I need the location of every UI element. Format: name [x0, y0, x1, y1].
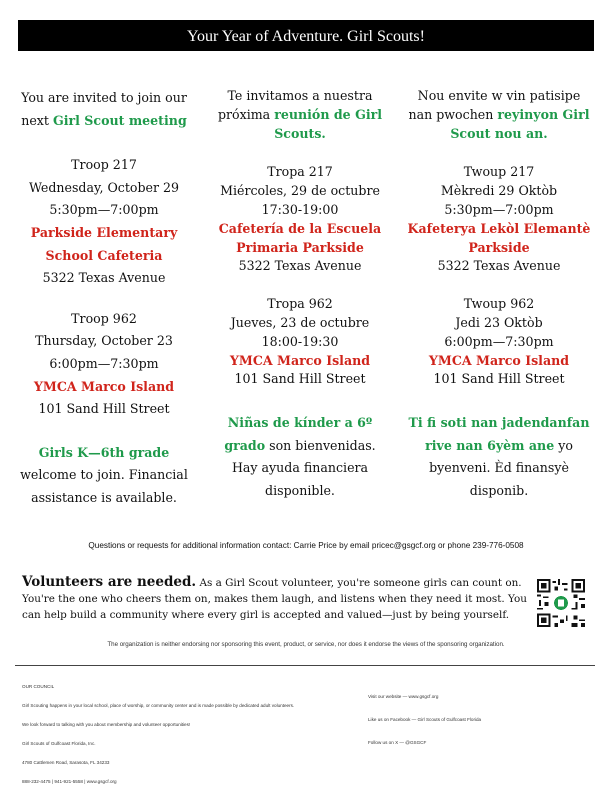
- volunteer-body: As a Girl Scout volunteer, you're someone girls can count on. You're the one who cheers them on, makes them laugh, and listens when they need it most. You can help build a community where every girl is accepted and valued—just by being yourself.: [22, 577, 527, 621]
- invite-text: Te invitamos a nuestra próxima reunión de Girl Scouts.: [217, 88, 383, 141]
- volunteer-heading: Volunteers are needed.: [22, 574, 197, 590]
- meeting-time: 5:30pm—7:00pm: [444, 201, 554, 217]
- disclaimer: The organization is neither endorsing nor sponsoring this event, product, or service, nor does it endorse the views of the sponsoring organization.: [107, 641, 505, 648]
- troop-name: Tropa 217: [267, 164, 333, 180]
- invite-text: You are invited to join our next Girl Scout meeting: [21, 90, 187, 128]
- meeting-date: Jueves, 23 de octubre: [230, 314, 370, 330]
- meeting-date: Thursday, October 23: [35, 333, 173, 349]
- meeting-date: Wednesday, October 29: [28, 179, 180, 195]
- meeting-address: 101 Sand Hill Street: [38, 401, 170, 417]
- footer-line: Girl Scouting happens in your local school, place of worship, or community center and is made possible by dedicated adult volunteers.: [22, 703, 295, 708]
- meeting-address: 101 Sand Hill Street: [234, 371, 366, 387]
- footer-line: OUR COUNCIL: [22, 684, 55, 689]
- closing-text: Niñas de kínder a 6º grado son bienvenidas. Hay ayuda financiera disponible.: [224, 415, 376, 498]
- closing-text: Girls K—6th grade welcome to join. Financial assistance is available.: [20, 444, 188, 505]
- meeting-address: 101 Sand Hill Street: [433, 371, 565, 387]
- troop-name: Troop 962: [71, 310, 137, 326]
- footer-line: Visit our website — www.gsgcf.org: [368, 694, 439, 699]
- meeting-time: 18:00-19:30: [261, 333, 339, 349]
- meeting-address: 5322 Texas Avenue: [238, 258, 362, 274]
- troop-name: Twoup 217: [463, 164, 535, 180]
- meeting-date: Jedi 23 Oktòb: [455, 314, 543, 330]
- meeting-location: Parkside Elementary School Cafeteria: [30, 224, 178, 263]
- meeting-time: 5:30pm—7:00pm: [49, 202, 159, 218]
- meeting-location: YMCA Marco Island: [428, 352, 570, 368]
- volunteer-paragraph: [22, 574, 527, 623]
- meeting-time: 6:00pm—7:30pm: [444, 333, 554, 349]
- meeting-time: 17:30-19:00: [261, 201, 339, 217]
- footer-divider: [15, 665, 595, 666]
- meeting-address: 5322 Texas Avenue: [437, 258, 561, 274]
- footer-left: [22, 684, 342, 798]
- meeting-location: Kafeterya Lekòl Elemantè Parkside: [407, 220, 591, 255]
- meeting-time: 6:00pm—7:30pm: [49, 355, 159, 371]
- footer-line: 888-232-4475 | 941-921-5558 | www.gsgcf.org: [22, 779, 117, 784]
- footer-line: Girl Scouts of Gulfcoast Florida, Inc.: [22, 741, 96, 746]
- footer-line: 4780 Cattlemen Road, Sarasota, FL 34233: [22, 760, 110, 765]
- footer-line: Follow us on X — @GSGCF: [368, 740, 427, 745]
- meeting-date: Mèkredi 29 Oktòb: [440, 183, 558, 199]
- troop-name: Twoup 962: [463, 296, 535, 312]
- meeting-location: YMCA Marco Island: [33, 378, 175, 394]
- footer-line: Like us on Facebook — Girl Scouts of Gulfcoast Florida: [368, 717, 482, 722]
- english-column: [14, 87, 194, 510]
- contact-info: Questions or requests for additional information contact: Carrie Price by email pricec@gsgcf.org or phone 239-776-0508: [88, 541, 524, 550]
- page-banner: Your Year of Adventure. Girl Scouts!: [18, 20, 594, 51]
- creole-column: [404, 87, 594, 503]
- spanish-column: [212, 87, 388, 503]
- qr-code: [537, 579, 585, 627]
- footer-line: We look forward to talking with you about membership and volunteer opportunities!: [22, 722, 191, 727]
- meeting-location: YMCA Marco Island: [229, 352, 371, 368]
- meeting-date: Miércoles, 29 de octubre: [220, 183, 380, 199]
- meeting-location: Cafetería de la Escuela Primaria Parkside: [218, 220, 382, 255]
- troop-name: Troop 217: [71, 157, 137, 173]
- meeting-address: 5322 Texas Avenue: [42, 270, 166, 286]
- closing-text: Ti fi soti nan jadendanfan rive nan 6yèm ane yo byenveni. Èd finansyè disponib.: [408, 415, 590, 498]
- footer-right: [368, 694, 568, 763]
- invite-text: Nou envite w vin patisipe nan pwochen reyinyon Girl Scout nou an.: [408, 88, 590, 141]
- troop-name: Tropa 962: [267, 296, 333, 312]
